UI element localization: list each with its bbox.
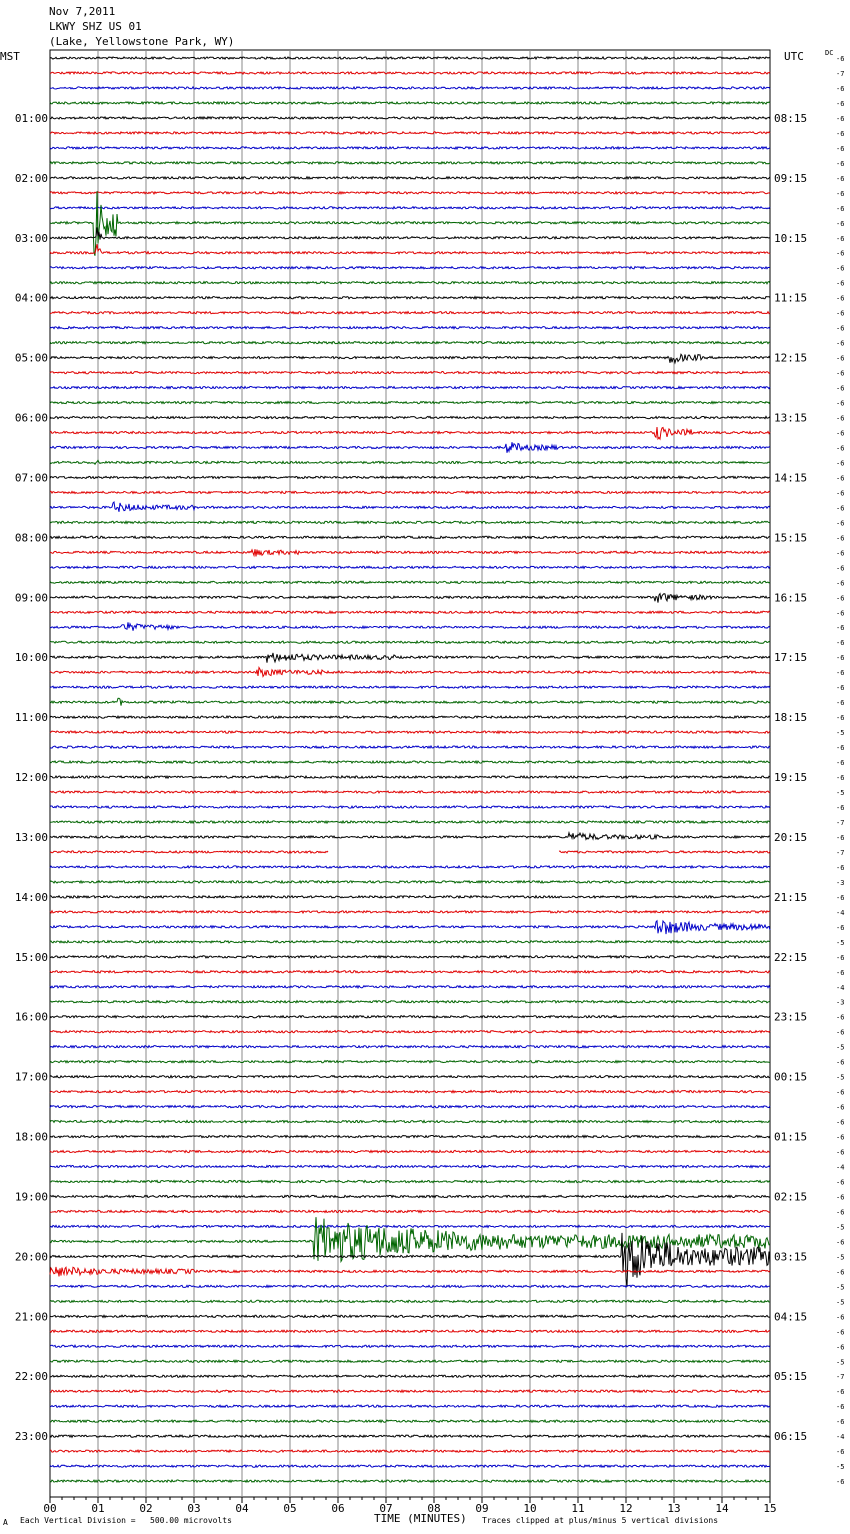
seismic-trace	[50, 956, 770, 958]
dc-offset-label: -6	[836, 1313, 845, 1322]
x-tick-label: 11	[571, 1502, 585, 1515]
left-hour-label: 04:00	[14, 291, 48, 305]
seismic-trace	[50, 267, 770, 269]
x-tick-label: 00	[43, 1502, 57, 1515]
left-hour-label: 13:00	[14, 830, 48, 844]
seismic-trace	[50, 806, 770, 808]
seismic-trace	[50, 460, 770, 464]
seismic-trace	[50, 1061, 770, 1063]
left-hour-label: 05:00	[14, 351, 48, 365]
dc-offset-label: -6	[836, 893, 845, 902]
left-hour-label: 23:00	[14, 1430, 48, 1444]
left-hour-label: 16:00	[14, 1010, 48, 1024]
dc-offset-label: -6	[836, 953, 845, 962]
dc-offset-label: -5	[836, 729, 845, 738]
seismic-trace	[50, 1121, 770, 1123]
seismic-trace	[50, 941, 770, 943]
right-hour-label: 00:15	[774, 1070, 808, 1084]
seismic-trace	[50, 1210, 770, 1212]
x-tick-label: 01	[91, 1502, 105, 1515]
left-hour-label: 11:00	[14, 711, 48, 725]
x-tick-label: 09	[475, 1502, 489, 1515]
x-tick-label: 12	[619, 1502, 633, 1515]
right-hour-label: 14:15	[774, 471, 808, 485]
dc-offset-label: -6	[836, 84, 845, 93]
left-hour-label: 17:00	[14, 1070, 48, 1084]
seismic-trace	[50, 761, 770, 763]
seismic-trace	[50, 821, 770, 823]
dc-offset-label: -6	[836, 594, 845, 603]
seismic-trace	[50, 971, 770, 973]
dc-offset-label: -7	[836, 848, 845, 857]
seismic-trace	[50, 566, 770, 568]
seismic-trace	[50, 851, 770, 853]
dc-offset-label: -6	[836, 264, 845, 273]
left-hour-label: 08:00	[14, 531, 48, 545]
right-hour-label: 13:15	[774, 411, 808, 425]
seismic-trace	[50, 1150, 770, 1152]
seismic-trace	[50, 57, 770, 59]
seismic-trace	[50, 1300, 770, 1302]
dc-offset-label: -6	[836, 968, 845, 977]
dc-offset-label: -6	[836, 414, 845, 423]
dc-offset-label: -6	[836, 444, 845, 453]
right-hour-label: 19:15	[774, 771, 808, 785]
dc-offset-label: -6	[836, 339, 845, 348]
dc-offset-label: -6	[836, 1013, 845, 1022]
footer-mark: A	[3, 1518, 8, 1527]
left-hour-label: 18:00	[14, 1130, 48, 1144]
dc-offset-label: -6	[836, 1238, 845, 1247]
right-hour-label: 10:15	[774, 231, 808, 245]
dc-offset-label: -7	[836, 69, 845, 78]
dc-offset-label: -6	[836, 399, 845, 408]
seismic-trace	[50, 312, 770, 314]
seismic-trace	[50, 791, 770, 793]
left-hour-label: 14:00	[14, 890, 48, 904]
seismic-trace	[50, 1217, 770, 1261]
dc-offset-label: -3	[836, 878, 845, 887]
seismic-trace	[50, 1465, 770, 1467]
seismic-trace	[50, 622, 770, 630]
left-hour-label: 02:00	[14, 171, 48, 185]
seismic-trace	[50, 192, 770, 194]
seismic-trace	[50, 594, 770, 603]
dc-offset-label: -6	[836, 369, 845, 378]
seismic-trace	[50, 327, 770, 329]
seismic-trace	[50, 716, 770, 718]
dc-offset-label: -6	[836, 1133, 845, 1142]
dc-offset-label: -6	[836, 324, 845, 333]
seismic-trace	[50, 342, 770, 344]
seismic-trace	[50, 1480, 770, 1482]
seismic-trace	[50, 653, 770, 663]
seismic-trace	[50, 72, 770, 74]
left-hour-label: 15:00	[14, 950, 48, 964]
dc-offset-label: -6	[836, 294, 845, 303]
dc-offset-label: -6	[836, 1103, 845, 1112]
seismic-trace	[50, 1315, 770, 1317]
seismic-trace	[50, 427, 770, 439]
dc-offset-label: -5	[836, 1223, 845, 1232]
dc-offset-label: -6	[836, 279, 845, 288]
seismic-trace	[50, 442, 770, 453]
seismic-trace	[50, 1435, 770, 1437]
seismic-trace	[50, 87, 770, 89]
seismic-trace	[50, 911, 770, 913]
dc-offset-label: -6	[836, 669, 845, 678]
dc-offset-label: -6	[836, 234, 845, 243]
dc-offset-label: -6	[836, 744, 845, 753]
x-tick-label: 08	[427, 1502, 441, 1515]
dc-offset-label: -6	[836, 1193, 845, 1202]
dc-offset-label: -6	[836, 144, 845, 153]
left-timezone-label: MST	[0, 50, 20, 63]
seismic-trace	[50, 1405, 770, 1407]
seismic-trace	[50, 611, 770, 613]
left-hour-label: 09:00	[14, 591, 48, 605]
seismic-trace	[50, 1285, 770, 1287]
seismic-trace	[50, 896, 770, 898]
dc-offset-label: -6	[836, 354, 845, 363]
seismic-trace	[50, 1136, 770, 1138]
seismic-trace	[50, 502, 770, 512]
x-tick-label: 04	[235, 1502, 249, 1515]
seismic-trace	[50, 282, 770, 284]
right-hour-label: 18:15	[774, 711, 808, 725]
seismic-trace	[50, 1420, 770, 1422]
seismic-trace	[50, 833, 770, 840]
header-location: (Lake, Yellowstone Park, WY)	[49, 35, 235, 48]
dc-offset-label: -6	[836, 549, 845, 558]
seismic-trace	[50, 1195, 770, 1197]
seismic-trace	[50, 1165, 770, 1167]
dc-offset-label: -4	[836, 1433, 845, 1442]
seismic-trace	[50, 881, 770, 883]
right-hour-label: 17:15	[774, 651, 808, 665]
dc-offset-label: -6	[836, 534, 845, 543]
dc-offset-label: -6	[836, 1388, 845, 1397]
right-hour-label: 01:15	[774, 1130, 808, 1144]
dc-offset-label: -6	[836, 1478, 845, 1487]
dc-offset-label: -6	[836, 459, 845, 468]
left-hour-label: 10:00	[14, 651, 48, 665]
seismic-trace	[50, 746, 770, 748]
dc-offset-label: -6	[836, 564, 845, 573]
dc-offset-label: -6	[836, 219, 845, 228]
dc-label: DC	[825, 49, 834, 57]
seismic-trace	[50, 1375, 770, 1377]
seismic-trace	[50, 1001, 770, 1003]
seismic-trace	[50, 1031, 770, 1033]
dc-offset-label: -6	[836, 774, 845, 783]
dc-offset-label: -6	[836, 1208, 845, 1217]
seismic-trace	[50, 1225, 770, 1227]
dc-offset-label: -6	[836, 654, 845, 663]
right-hour-label: 21:15	[774, 890, 808, 904]
seismic-trace	[50, 1345, 770, 1347]
seismic-trace	[50, 1091, 770, 1093]
right-hour-label: 03:15	[774, 1250, 808, 1264]
seismic-trace	[50, 207, 770, 209]
seismic-trace	[50, 227, 770, 239]
dc-offset-label: -6	[836, 99, 845, 108]
x-tick-label: 13	[667, 1502, 681, 1515]
x-axis-title: TIME (MINUTES)	[374, 1512, 467, 1525]
right-hour-label: 12:15	[774, 351, 808, 365]
seismic-trace	[50, 476, 770, 478]
dc-offset-label: -6	[836, 714, 845, 723]
left-hour-label: 19:00	[14, 1190, 48, 1204]
right-hour-label: 09:15	[774, 171, 808, 185]
x-tick-label: 02	[139, 1502, 153, 1515]
seismic-trace	[50, 986, 770, 988]
dc-offset-label: -6	[836, 609, 845, 618]
left-hour-label: 12:00	[14, 771, 48, 785]
x-tick-label: 14	[715, 1502, 729, 1515]
right-hour-label: 04:15	[774, 1310, 808, 1324]
dc-offset-label: -6	[836, 504, 845, 513]
dc-offset-label: -4	[836, 908, 845, 917]
seismic-trace	[50, 698, 770, 705]
dc-offset-label: -6	[836, 923, 845, 932]
dc-offset-label: -6	[836, 579, 845, 588]
dc-offset-label: -6	[836, 474, 845, 483]
dc-offset-label: -5	[836, 1253, 845, 1262]
right-hour-label: 20:15	[774, 830, 808, 844]
seismic-trace	[50, 117, 770, 119]
dc-offset-label: -6	[836, 1418, 845, 1427]
seismic-trace	[50, 731, 770, 733]
dc-offset-label: -5	[836, 1283, 845, 1292]
seismic-trace	[50, 776, 770, 778]
dc-offset-label: -6	[836, 309, 845, 318]
dc-offset-label: -6	[836, 1058, 845, 1067]
seismic-trace	[50, 416, 770, 418]
seismic-trace	[50, 1076, 770, 1078]
x-tick-label: 15	[763, 1502, 777, 1515]
dc-offset-label: -6	[836, 804, 845, 812]
seismic-trace	[50, 1390, 770, 1392]
header-date: Nov 7,2011	[49, 5, 116, 18]
seismic-trace	[50, 1106, 770, 1108]
seismic-trace	[50, 147, 770, 149]
dc-offset-label: -6	[836, 699, 845, 708]
seismic-trace	[50, 668, 770, 677]
right-hour-label: 11:15	[774, 291, 808, 305]
seismic-trace	[50, 297, 770, 299]
dc-offset-label: -6	[836, 1448, 845, 1457]
seismic-trace	[50, 372, 770, 374]
seismic-trace	[50, 1046, 770, 1048]
dc-offset-label: -6	[836, 429, 845, 438]
dc-offset-label: -6	[836, 759, 845, 768]
seismic-trace	[50, 1330, 770, 1332]
seismic-trace	[50, 686, 770, 688]
seismic-trace	[50, 641, 770, 643]
dc-offset-label: -6	[836, 1088, 845, 1097]
seismic-trace	[50, 549, 770, 556]
dc-offset-label: -4	[836, 983, 845, 992]
dc-offset-label: -6	[836, 114, 845, 123]
seismic-trace	[50, 102, 770, 104]
right-hour-label: 05:15	[774, 1370, 808, 1384]
dc-offset-label: -5	[836, 1298, 845, 1307]
seismic-trace	[50, 1450, 770, 1452]
left-hour-label: 07:00	[14, 471, 48, 485]
dc-offset-label: -6	[836, 863, 845, 872]
seismic-trace	[50, 521, 770, 523]
seismic-trace	[50, 1360, 770, 1362]
x-tick-label: 05	[283, 1502, 297, 1515]
dc-offset-label: -6	[836, 833, 845, 842]
dc-offset-label: -6	[836, 204, 845, 213]
seismic-trace	[50, 1016, 770, 1018]
dc-offset-label: -5	[836, 1043, 845, 1052]
seismic-trace	[50, 244, 770, 254]
seismic-trace	[50, 401, 770, 403]
right-hour-label: 02:15	[774, 1190, 808, 1204]
x-tick-label: 06	[331, 1502, 345, 1515]
seismic-trace	[50, 581, 770, 583]
seismic-trace	[50, 162, 770, 164]
dc-offset-label: -3	[836, 998, 845, 1007]
dc-offset-label: -5	[836, 789, 845, 798]
vertical-division-note: Each Vertical Division = 500.00 microvolts	[20, 1516, 232, 1525]
seismic-trace	[50, 191, 770, 256]
left-hour-label: 20:00	[14, 1250, 48, 1264]
right-hour-label: 23:15	[774, 1010, 808, 1024]
dc-offset-label: -6	[836, 1028, 845, 1037]
dc-offset-label: -6	[836, 55, 845, 63]
dc-offset-label: -6	[836, 519, 845, 528]
seismic-trace	[50, 177, 770, 179]
dc-offset-label: -6	[836, 1118, 845, 1127]
dc-offset-label: -7	[836, 818, 845, 827]
dc-offset-label: -5	[836, 1358, 845, 1367]
dc-offset-label: -6	[836, 129, 845, 138]
dc-offset-label: -6	[836, 189, 845, 198]
dc-offset-label: -6	[836, 1403, 845, 1412]
seismic-trace	[50, 536, 770, 538]
dc-offset-label: -6	[836, 384, 845, 393]
seismic-trace	[50, 921, 770, 934]
left-hour-label: 21:00	[14, 1310, 48, 1324]
dc-offset-label: -6	[836, 1178, 845, 1187]
right-hour-label: 08:15	[774, 111, 808, 125]
seismic-trace	[50, 491, 770, 493]
dc-offset-label: -6	[836, 1343, 845, 1352]
x-tick-label: 03	[187, 1502, 201, 1515]
right-hour-label: 22:15	[774, 950, 808, 964]
dc-offset-label: -6	[836, 624, 845, 633]
right-hour-label: 15:15	[774, 531, 808, 545]
seismic-trace	[50, 1180, 770, 1182]
dc-offset-label: -7	[836, 1373, 845, 1382]
dc-offset-label: -5	[836, 1073, 845, 1082]
right-hour-label: 06:15	[774, 1430, 808, 1444]
right-hour-label: 16:15	[774, 591, 808, 605]
seismic-trace	[50, 132, 770, 134]
dc-offset-label: -6	[836, 1268, 845, 1277]
left-hour-label: 06:00	[14, 411, 48, 425]
dc-offset-label: -6	[836, 174, 845, 183]
right-timezone-label: UTC	[784, 50, 804, 63]
dc-offset-label: -6	[836, 489, 845, 498]
seismic-trace	[50, 866, 770, 868]
seismic-trace	[50, 1267, 770, 1276]
dc-offset-label: -5	[836, 1463, 845, 1472]
dc-offset-label: -6	[836, 1328, 845, 1337]
dc-offset-label: -5	[836, 938, 845, 947]
dc-offset-label: -4	[836, 1163, 845, 1172]
dc-offset-label: -6	[836, 1148, 845, 1157]
seismic-trace	[50, 387, 770, 389]
left-hour-label: 22:00	[14, 1370, 48, 1384]
left-hour-label: 03:00	[14, 231, 48, 245]
seismic-trace	[50, 354, 770, 363]
x-tick-label: 10	[523, 1502, 537, 1515]
dc-offset-label: -6	[836, 684, 845, 693]
x-tick-label: 07	[379, 1502, 393, 1515]
dc-offset-label: -6	[836, 639, 845, 648]
clip-note: Traces clipped at plus/minus 5 vertical divisions	[482, 1516, 719, 1525]
header-station: LKWY SHZ US 01	[49, 20, 142, 33]
dc-offset-label: -6	[836, 249, 845, 258]
dc-offset-label: -6	[836, 159, 845, 168]
left-hour-label: 01:00	[14, 111, 48, 125]
